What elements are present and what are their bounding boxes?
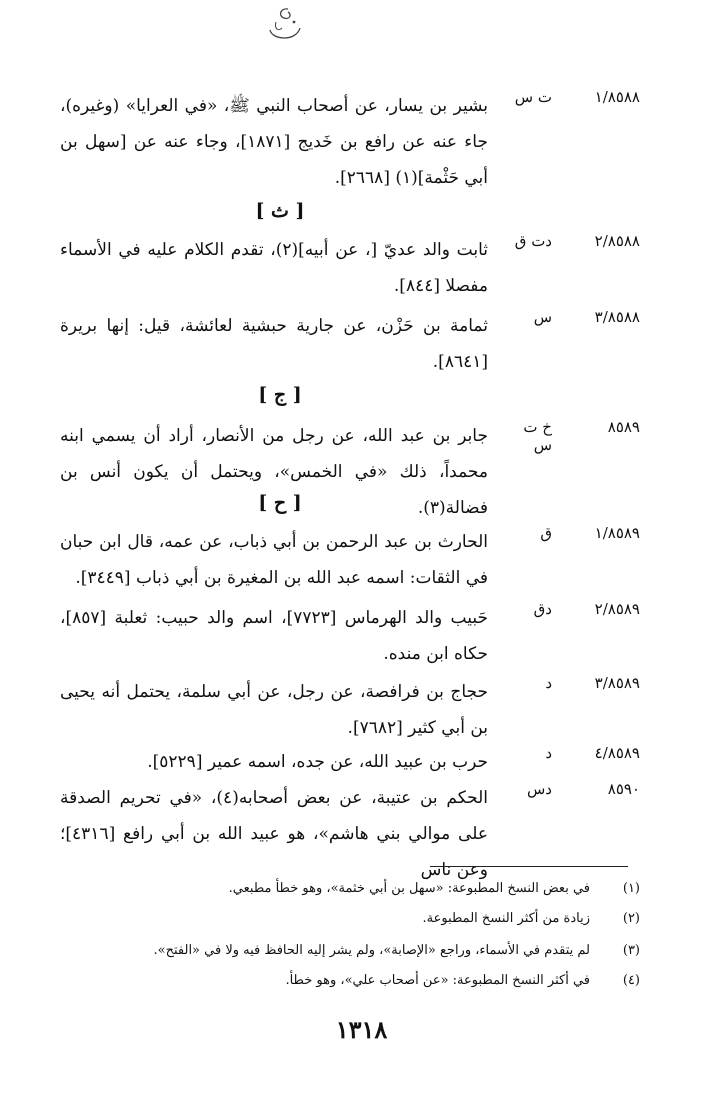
entry-text: ثابت والد عديّ [، عن أبيه](٢)، تقدم الكلام عليه في الأسماء مفصلا [٨٤٤]. <box>60 240 488 296</box>
entry-8589-2 <box>60 600 640 672</box>
section-heading-tha: [ ث ] <box>255 200 305 222</box>
entry-text: جابر بن عبد الله، عن رجل من الأنصار، أراد أن يسمي ابنه محمداً، ذلك «في الخمس»، ويحتمل أن يكون أنس بن فضالة(٣). <box>60 426 488 518</box>
entry-number: ٢/٨٥٨٩ <box>594 600 640 618</box>
footnote-4 <box>80 972 640 990</box>
entry-codes: ت س <box>514 88 552 106</box>
entry-8588-1 <box>60 88 640 196</box>
footnote-number: (٢) <box>622 911 640 926</box>
entry-8588-3 <box>60 308 640 380</box>
section-heading-jim: [ ج ] <box>258 384 302 406</box>
entry-codes: د <box>545 674 552 692</box>
section-heading-ha: [ ح ] <box>258 492 302 514</box>
footnote-text: لم يتقدم في الأسماء، وراجع «الإصابة»، ولم يشر إليه الحافظ فيه ولا في «الفتح». <box>153 943 590 958</box>
entry-number: ٨٥٩٠ <box>607 780 640 798</box>
entry-text: ثمامة بن حَزْن، عن جارية حبشية لعائشة، قيل: إنها بريرة [٨٦٤١]. <box>60 316 488 372</box>
entry-text: حَبيب والد الهرماس [٧٧٢٣]، اسم والد حبيب: ثعلبة [٨٥٧]، حكاه ابن منده. <box>60 608 488 664</box>
entry-codes: خ ت س <box>523 418 552 454</box>
entry-8589 <box>60 418 640 526</box>
entry-8588-2 <box>60 232 640 304</box>
decorative-calligraphy-icon <box>262 6 308 46</box>
footnote-divider <box>430 866 628 867</box>
entry-8589-4 <box>60 744 640 780</box>
entry-number: ٣/٨٥٨٨ <box>594 308 640 326</box>
entry-codes: دت ق <box>514 232 552 250</box>
footnote-number: (٤) <box>622 973 640 988</box>
footnote-text: زيادة من أكثر النسخ المطبوعة. <box>422 911 590 926</box>
footnote-text: في أكثر النسخ المطبوعة: «عن أصحاب علي»، وهو خطأ. <box>285 973 590 988</box>
entry-number: ٢/٨٥٨٨ <box>594 232 640 250</box>
entry-number: ٨٥٨٩ <box>607 418 640 436</box>
entry-number: ٣/٨٥٨٩ <box>594 674 640 692</box>
entry-text: حرب بن عبيد الله، عن جده، اسمه عمير [٥٢٢٩]. <box>147 752 488 772</box>
entry-codes: دق <box>533 600 552 618</box>
footnote-text: في بعض النسخ المطبوعة: «سهل بن أبي خثمة»، وهو خطأ مطبعي. <box>228 881 590 896</box>
page-number: ١٣١٨ <box>335 1015 388 1044</box>
entry-codes: س <box>533 308 552 326</box>
footnote-number: (٣) <box>622 943 640 958</box>
entry-text: بشير بن يسار، عن أصحاب النبي ﷺ، «في العرايا» (وغيره)، جاء عنه عن رافع بن خَديج [١٨٧١]، وجاء عنه عن [سهل بن أبي حَثْمة](١) [٢٦٦٨]. <box>60 96 488 188</box>
entry-codes: ق <box>540 524 552 542</box>
entry-number: ١/٨٥٨٨ <box>594 88 640 106</box>
footnote-3 <box>80 942 640 960</box>
footnote-1 <box>80 880 640 898</box>
entry-8589-3 <box>60 674 640 746</box>
footnote-number: (١) <box>622 881 640 896</box>
entry-number: ١/٨٥٨٩ <box>594 524 640 542</box>
entry-text: الحكم بن عتيبة، عن بعض أصحابه(٤)، «في تحريم الصدقة على موالي بني هاشم»، هو عبيد الله بن أبي رافع [٤٣١٦]؛ وعن ناس <box>60 788 489 880</box>
entry-codes: دس <box>527 780 552 798</box>
entry-8590 <box>60 780 640 888</box>
entry-8589-1 <box>60 524 640 596</box>
footnote-2 <box>80 910 640 928</box>
entry-text: الحارث بن عبد الرحمن بن أبي ذباب، عن عمه، قال ابن حبان في الثقات: اسمه عبد الله بن المغيرة بن أبي ذباب [٣٤٤٩]. <box>60 532 488 588</box>
entry-number: ٤/٨٥٨٩ <box>594 744 640 762</box>
entry-codes: د <box>545 744 552 762</box>
entry-text: حجاج بن فرافصة، عن رجل، عن أبي سلمة، يحتمل أنه يحيى بن أبي كثير [٧٦٨٢]. <box>60 682 488 738</box>
